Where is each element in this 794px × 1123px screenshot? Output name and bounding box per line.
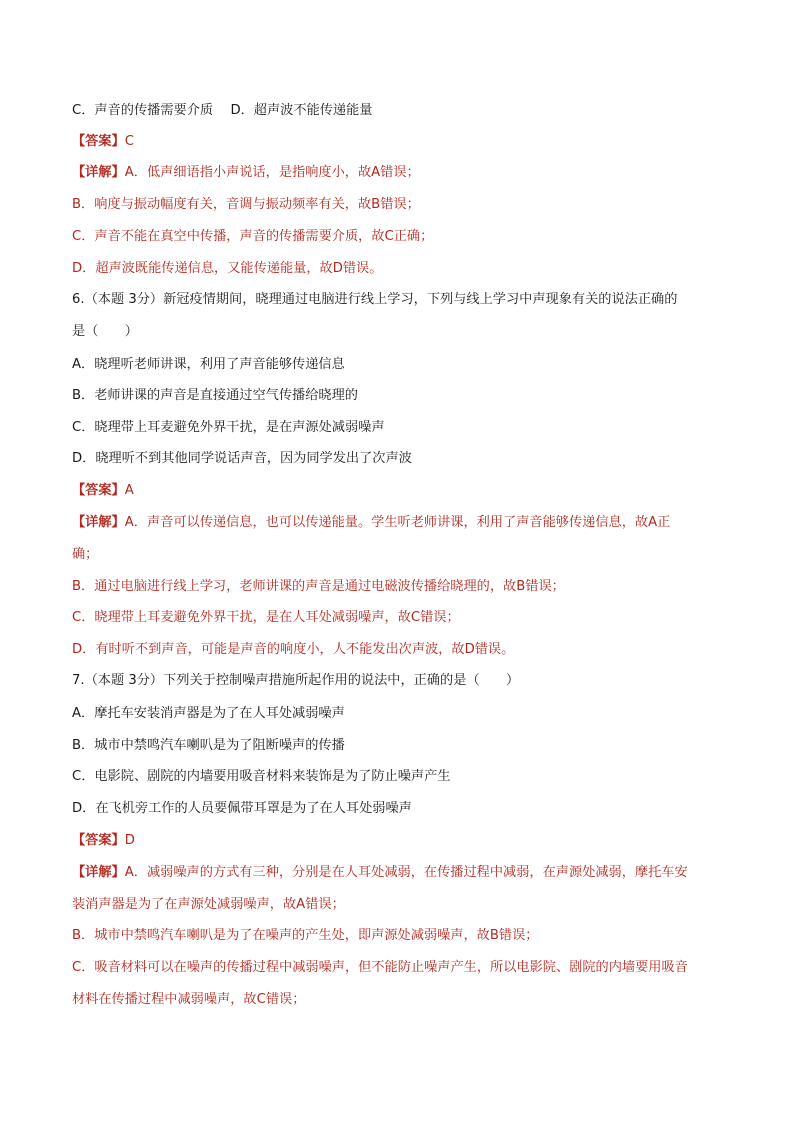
line-text: B．响度与振动幅度有关，音调与振动频率有关，故B错误；	[72, 197, 420, 212]
line-text: C．晓理带上耳麦避免外界干扰，是在声源处减弱噪声	[72, 420, 385, 435]
explanation-tag: 【详解】	[72, 165, 125, 180]
line-text: D．晓理听不到其他同学说话声音，因为同学发出了次声波	[72, 451, 412, 466]
answer-line	[72, 481, 732, 501]
answer-tag: 【答案】	[72, 483, 125, 498]
line-text: B．城市中禁鸣汽车喇叭是为了在噪声的产生处，即声源处减弱噪声，故B错误；	[72, 928, 539, 943]
answer-tag: 【答案】	[72, 134, 125, 149]
explanation-line	[72, 990, 732, 1010]
option-line	[72, 449, 732, 469]
explanation-line	[72, 259, 732, 279]
answer-value: D	[124, 833, 135, 848]
explanation-line	[72, 227, 732, 247]
line-text: 7.（本题 3分）下列关于控制噪声措施所起作用的说法中，正确的是（ ）	[72, 673, 520, 688]
line-text: 确；	[72, 547, 99, 562]
line-text: 材料在传播过程中减弱噪声，故C错误；	[72, 992, 306, 1007]
explanation-line	[72, 895, 732, 915]
line-text: D．在飞机旁工作的人员要佩带耳罩是为了在人耳处弱噪声	[72, 801, 412, 816]
answer-line	[72, 831, 732, 851]
line-text: A．声音可以传递信息，也可以传递能量。学生听老师讲课，利用了声音能够传递信息，故A正	[124, 515, 671, 530]
line-text: 是（ ）	[72, 324, 138, 339]
explanation-line	[72, 163, 732, 183]
line-text: A．减弱噪声的方式有三种，分别是在人耳处减弱，在传播过程中减弱，在声源处减弱，摩托车安	[124, 865, 688, 880]
line-text: 装消声器是为了在声源处减弱噪声，故A错误；	[72, 897, 345, 912]
option-line	[72, 355, 732, 375]
line-text: A．低声细语指小声说话，是指响度小，故A错误；	[124, 165, 420, 180]
option-line	[72, 386, 732, 406]
answer-value: A	[124, 483, 134, 498]
line-text: B．城市中禁鸣汽车喇叭是为了阻断噪声的传播	[72, 738, 345, 753]
answer-tag: 【答案】	[72, 833, 125, 848]
answer-value: C	[124, 134, 134, 149]
line-text: C．声音不能在真空中传播，声音的传播需要介质，故C正确；	[72, 229, 434, 244]
option-line	[72, 418, 732, 438]
line-text: D．超声波既能传递信息，又能传递能量，故D错误。	[72, 261, 383, 276]
explanation-line	[72, 513, 732, 533]
explanation-line	[72, 958, 732, 978]
explanation-line	[72, 640, 732, 660]
explanation-line	[72, 545, 732, 565]
explanation-line	[72, 926, 732, 946]
option-line	[72, 799, 732, 819]
explanation-line	[72, 608, 732, 628]
line-text: D．有时听不到声音，可能是声音的响度小，人不能发出次声波，故D错误。	[72, 642, 515, 657]
question-line	[72, 671, 732, 691]
question-line	[72, 322, 732, 342]
line-text: A．摩托车安装消声器是为了在人耳处减弱噪声	[72, 706, 345, 721]
line-text: C．吸音材料可以在噪声的传播过程中减弱噪声，但不能防止噪声产生，所以电影院、剧院的内墙要用吸音	[72, 960, 688, 975]
explanation-line	[72, 195, 732, 215]
explanation-line	[72, 863, 732, 883]
option-line	[72, 704, 732, 724]
line-text: 6.（本题 3分）新冠疫情期间，晓理通过电脑进行线上学习，下列与线上学习中声现象有关的说法正确的	[72, 292, 678, 307]
line-text: C．声音的传播需要介质 D．超声波不能传递能量	[72, 103, 373, 118]
option-line	[72, 736, 732, 756]
option-line	[72, 101, 732, 121]
explanation-line	[72, 577, 732, 597]
line-text: C．电影院、剧院的内墙要用吸音材料来装饰是为了防止噪声产生	[72, 769, 451, 784]
option-line	[72, 767, 732, 787]
answer-line	[72, 132, 732, 152]
line-text: C．晓理带上耳麦避免外界干扰，是在人耳处减弱噪声，故C错误；	[72, 610, 460, 625]
question-line	[72, 290, 732, 310]
explanation-tag: 【详解】	[72, 515, 125, 530]
line-text: A．晓理听老师讲课，利用了声音能够传递信息	[72, 357, 345, 372]
line-text: B．老师讲课的声音是直接通过空气传播给晓理的	[72, 388, 358, 403]
explanation-tag: 【详解】	[72, 865, 125, 880]
line-text: B．通过电脑进行线上学习，老师讲课的声音是通过电磁波传播给晓理的，故B错误；	[72, 579, 565, 594]
